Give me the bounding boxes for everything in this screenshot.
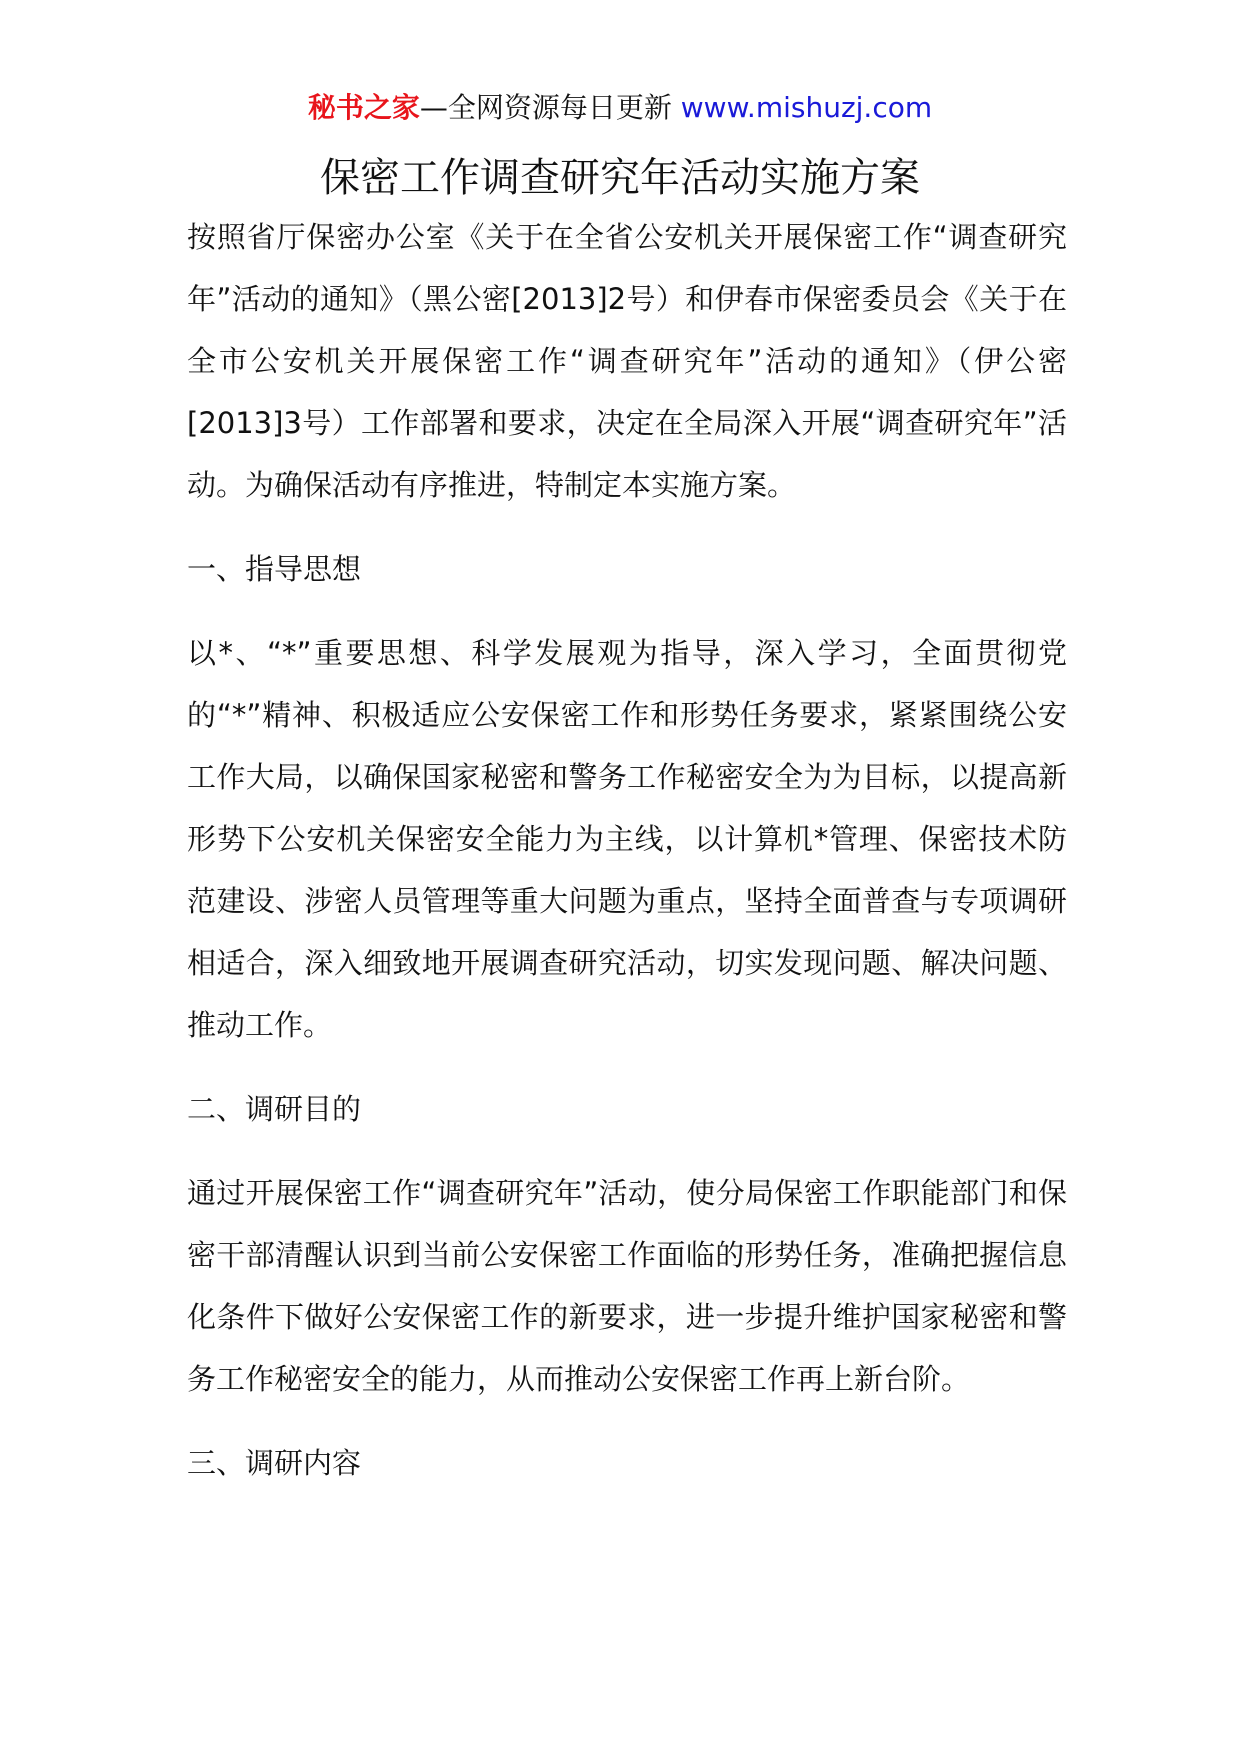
site-url-link[interactable]: www.mishuzj.com <box>680 91 933 124</box>
intro-paragraph: 按照省厅保密办公室《关于在全省公安机关开展保密工作“调查研究年”活动的通知》（黑公密[2013]2号）和伊春市保密委员会《关于在全市公安机关开展保密工作“调查研究年”活动的通知》（伊公密[2013]3号）工作部署和要求，决定在全局深入开展“调查研究年”活动。为确保活动有序推进，特制定本实施方案。 <box>187 220 1067 502</box>
header-tagline: —全网资源每日更新 <box>419 91 681 124</box>
site-header <box>0 88 1240 128</box>
research-purpose-paragraph: 通过开展保密工作“调查研究年”活动，使分局保密工作职能部门和保密干部清醒认识到当前公安保密工作面临的形势任务，准确把握信息化条件下做好公安保密工作的新要求，进一步提升维护国家秘密和警务工作秘密安全的能力，从而推动公安保密工作再上新台阶。 <box>187 1176 1067 1396</box>
document-body <box>187 206 1067 1516</box>
section-heading-research-purpose: 二、调研目的 <box>187 1092 362 1126</box>
brand-name: 秘书之家 <box>307 91 420 124</box>
section-heading-guiding-ideology: 一、指导思想 <box>187 552 362 586</box>
guiding-ideology-paragraph: 以*、“*”重要思想、科学发展观为指导，深入学习，全面贯彻党的“*”精神、积极适应公安保密工作和形势任务要求，紧紧围绕公安工作大局，以确保国家秘密和警务工作秘密安全为为目标，以提高新形势下公安机关保密安全能力为主线，以计算机*管理、保密技术防范建设、涉密人员管理等重大问题为重点，坚持全面普查与专项调研相适合，深入细致地开展调查研究活动，切实发现问题、解决问题、推动工作。 <box>187 636 1067 1042</box>
section-heading-research-content: 三、调研内容 <box>187 1446 362 1480</box>
document-title: 保密工作调查研究年活动实施方案 <box>320 155 920 201</box>
